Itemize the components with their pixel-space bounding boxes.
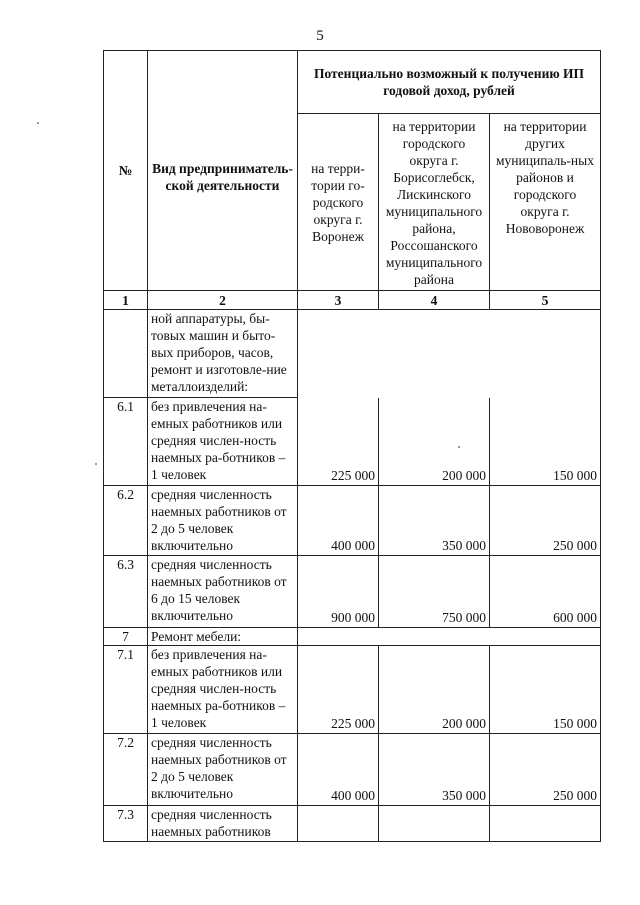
index-cell: 5 bbox=[490, 291, 601, 310]
row-values-empty bbox=[298, 310, 601, 398]
row-no: 7.2 bbox=[104, 734, 148, 806]
row-value-voronezh: 225 000 bbox=[298, 398, 379, 486]
row-value-voronezh: 900 000 bbox=[298, 556, 379, 628]
row-value-borisoglebsk: 200 000 bbox=[379, 646, 490, 734]
header-row-1 bbox=[104, 51, 601, 114]
row-no: 7.3 bbox=[104, 806, 148, 842]
row-value-others: 250 000 bbox=[490, 734, 601, 806]
row-activity: средняя численность наемных работников от 6 до 15 человек включительно bbox=[148, 556, 298, 628]
index-row bbox=[104, 291, 601, 310]
header-no: № bbox=[104, 51, 148, 291]
index-cell: 4 bbox=[379, 291, 490, 310]
row-no: 6.3 bbox=[104, 556, 148, 628]
page-number: 5 bbox=[316, 28, 324, 44]
header-income-group: Потенциально возможный к получению ИП годовой доход, рублей bbox=[298, 51, 601, 114]
index-cell: 2 bbox=[148, 291, 298, 310]
row-value-voronezh: 400 000 bbox=[298, 734, 379, 806]
header-activity: Вид предприниматель-ской деятельности bbox=[148, 51, 298, 291]
table-row bbox=[104, 734, 601, 806]
table-row bbox=[104, 628, 601, 646]
row-value-others: 250 000 bbox=[490, 486, 601, 556]
row-no bbox=[104, 310, 148, 398]
row-activity: средняя численность наемных работников от 2 до 5 человек включительно bbox=[148, 486, 298, 556]
income-table bbox=[103, 50, 601, 842]
row-activity: средняя численность наемных работников от 2 до 5 человек включительно bbox=[148, 734, 298, 806]
row-value-borisoglebsk: 350 000 bbox=[379, 486, 490, 556]
row-activity: Ремонт мебели: bbox=[148, 628, 298, 646]
header-borisoglebsk: на территории городского округа г. Борисоглебск, Лискинского муниципального района, Россошанского муниципального района bbox=[379, 114, 490, 291]
row-activity: ной аппаратуры, бы-товых машин и быто-вых приборов, часов, ремонт и изготовле-ние металлоизделий: bbox=[148, 310, 298, 398]
row-no: 6.2 bbox=[104, 486, 148, 556]
row-activity: без привлечения на-емных работников или средняя числен-ность наемных ра-ботников – 1 человек bbox=[148, 398, 298, 486]
table-row bbox=[104, 806, 601, 842]
index-cell: 1 bbox=[104, 291, 148, 310]
row-value-others: 150 000 bbox=[490, 398, 601, 486]
header-others: на территории других муниципаль-ных районов и городского округа г. Нововоронеж bbox=[490, 114, 601, 291]
row-value-others bbox=[490, 806, 601, 842]
row-value-borisoglebsk: 750 000 bbox=[379, 556, 490, 628]
row-value-others: 600 000 bbox=[490, 556, 601, 628]
row-value-borisoglebsk bbox=[379, 806, 490, 842]
row-value-others: 150 000 bbox=[490, 646, 601, 734]
row-value-borisoglebsk: 200 000 bbox=[379, 398, 490, 486]
header-voronezh: на терри-тории го-родского округа г. Воронеж bbox=[298, 114, 379, 291]
row-no: 6.1 bbox=[104, 398, 148, 486]
row-value-voronezh: 400 000 bbox=[298, 486, 379, 556]
table-row bbox=[104, 398, 601, 486]
index-cell: 3 bbox=[298, 291, 379, 310]
scan-speck bbox=[458, 446, 460, 448]
table-row bbox=[104, 556, 601, 628]
table-row bbox=[104, 486, 601, 556]
row-value-voronezh bbox=[298, 806, 379, 842]
row-no: 7 bbox=[104, 628, 148, 646]
table-row bbox=[104, 310, 601, 398]
scan-speck bbox=[37, 122, 39, 124]
row-value-borisoglebsk: 350 000 bbox=[379, 734, 490, 806]
row-activity: без привлечения на-емных работников или средняя числен-ность наемных ра-ботников – 1 человек bbox=[148, 646, 298, 734]
row-no: 7.1 bbox=[104, 646, 148, 734]
row-activity: средняя численность наемных работников bbox=[148, 806, 298, 842]
scan-speck bbox=[95, 463, 97, 465]
row-values-empty bbox=[298, 628, 601, 646]
row-value-voronezh: 225 000 bbox=[298, 646, 379, 734]
table-row bbox=[104, 646, 601, 734]
